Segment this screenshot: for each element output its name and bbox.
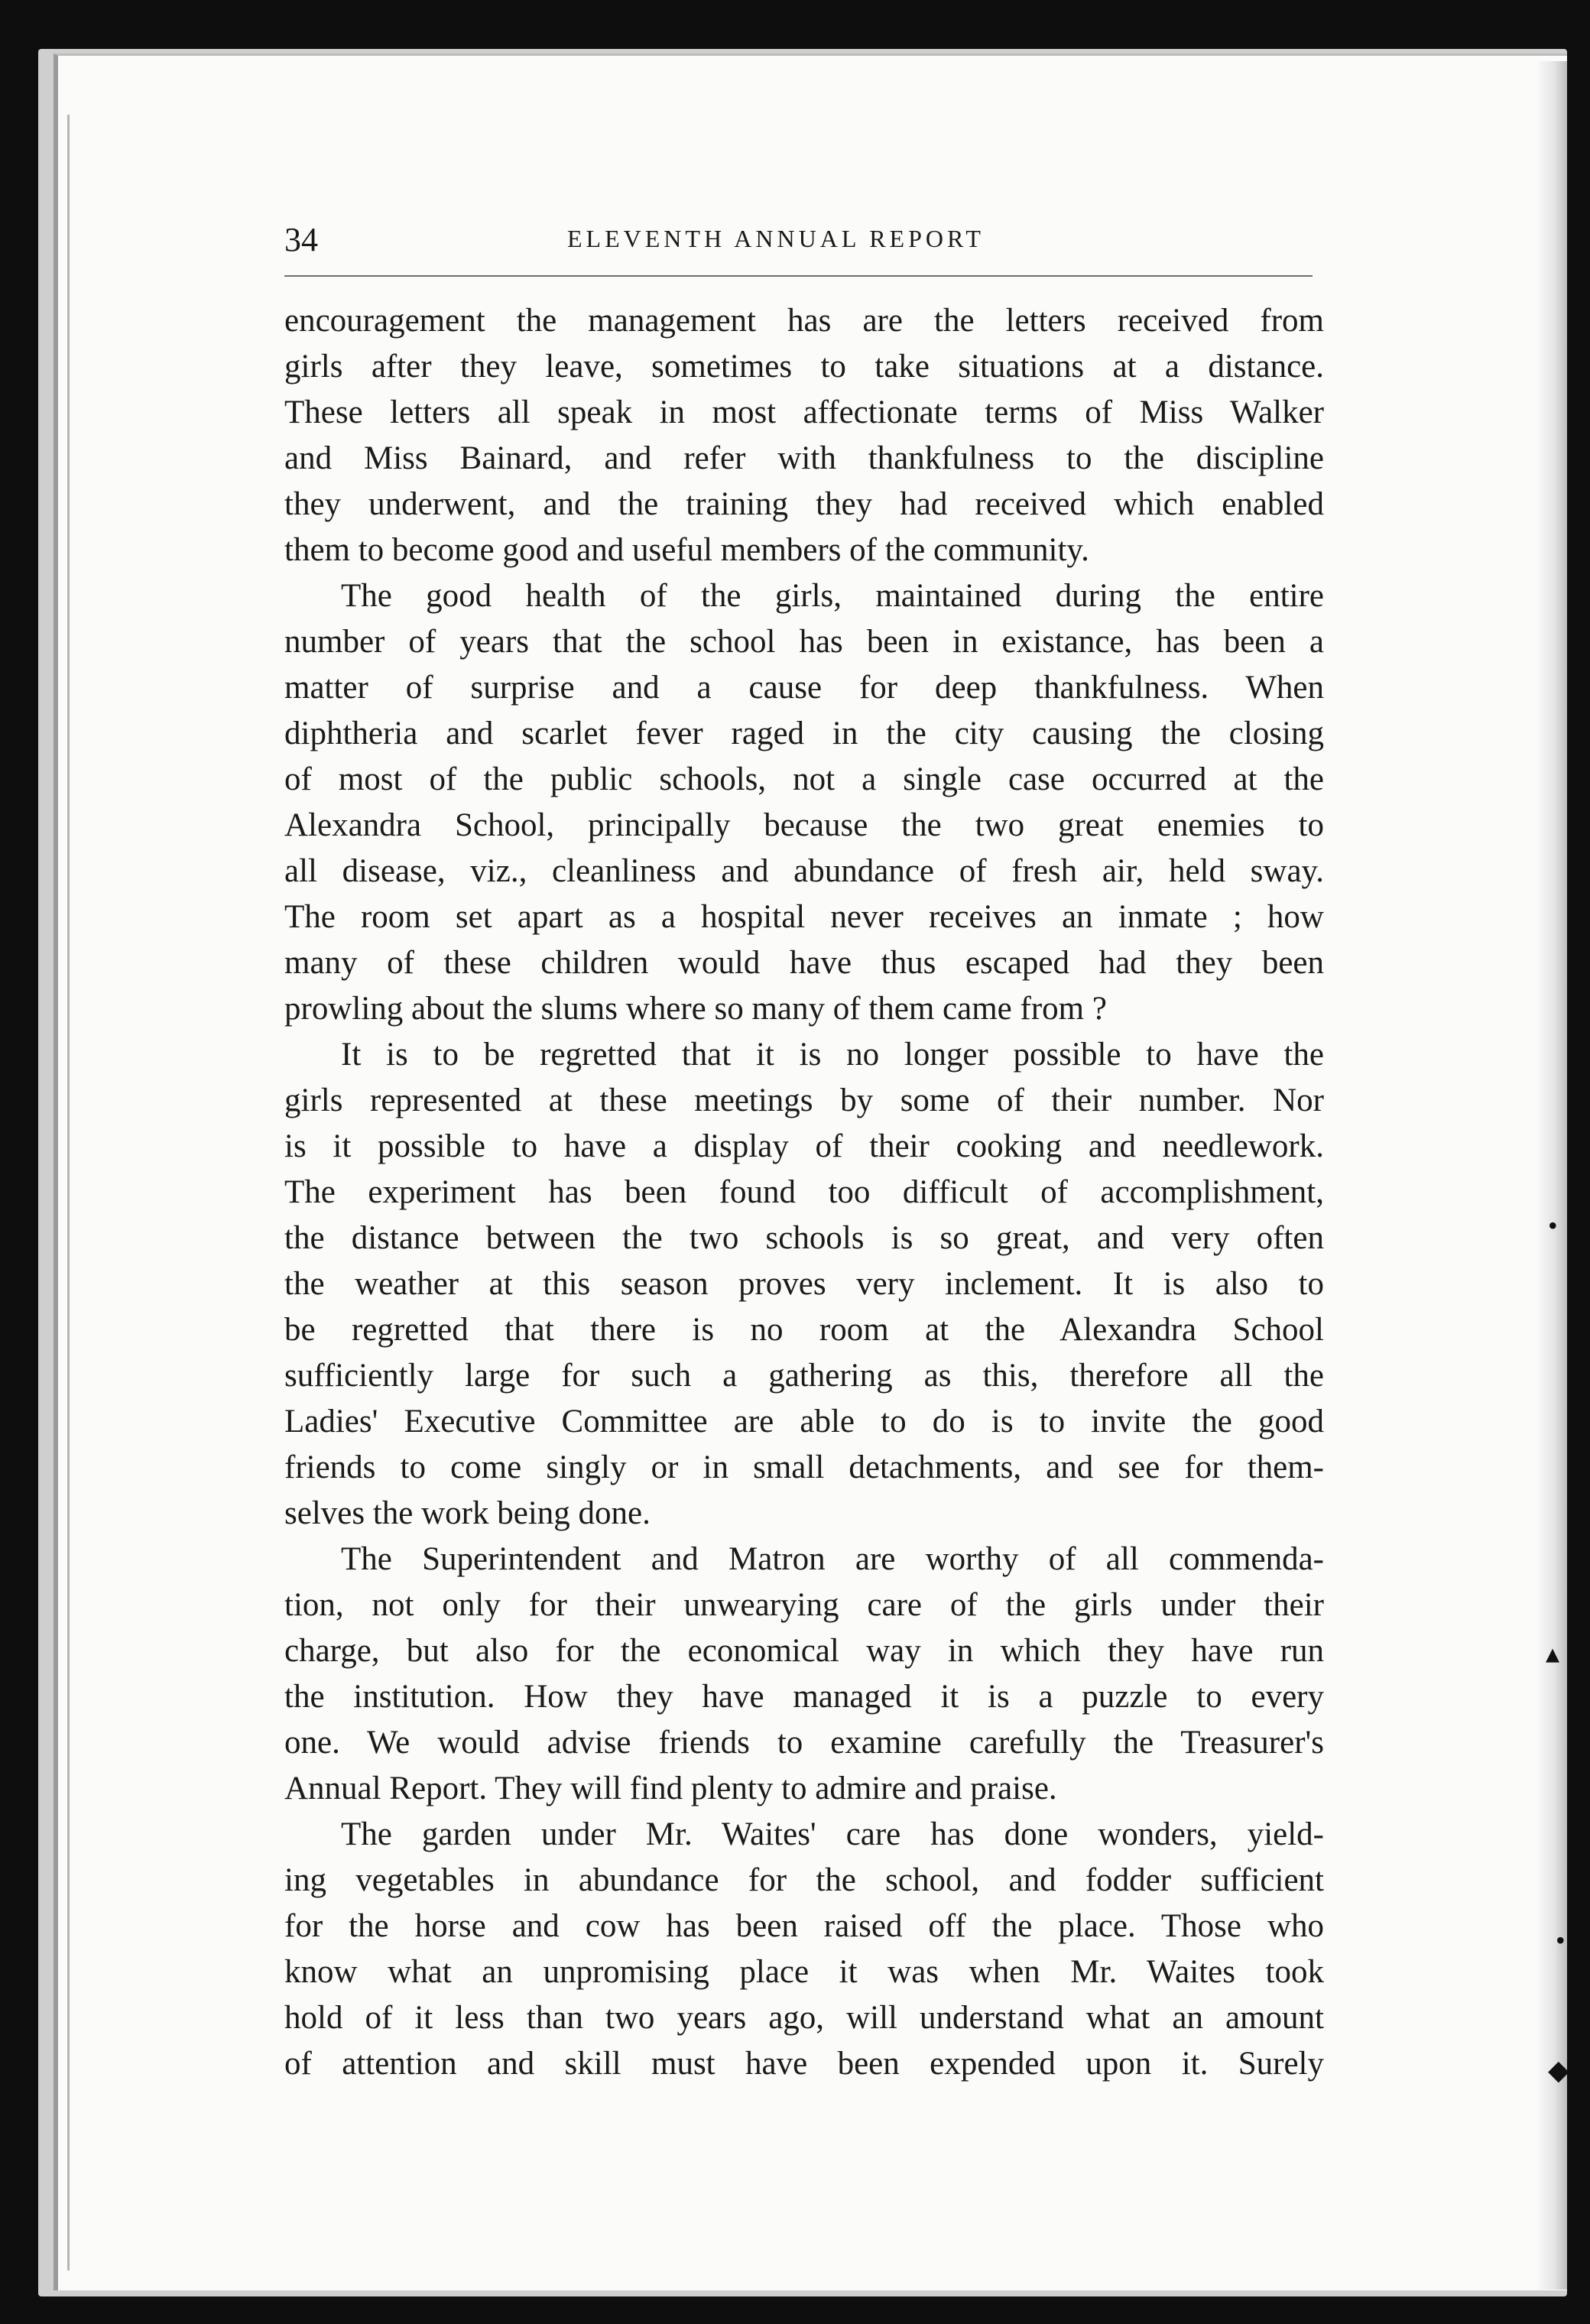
edge-speck: ◆ [1548,2055,1569,2085]
text-line: The good health of the girls, maintained during the entire [341,578,1324,614]
text-line: These letters all speak in most affectionate terms of Miss Walker [284,394,1324,430]
running-title: ELEVENTH ANNUAL REPORT [567,225,985,252]
text-line: them to become good and useful members of the community. [284,532,1089,568]
header-rule [284,275,1313,277]
text-line: Annual Report. They will find plenty to admire and praise. [284,1771,1057,1806]
text-line: number of years that the school has been in existance, has been a [284,624,1324,660]
text-line: the distance between the two schools is so great, and very often [284,1220,1324,1256]
text-line: is it possible to have a display of their cooking and needlework. [284,1128,1324,1164]
text-line: friends to come singly or in small detachments, and see for them- [284,1449,1324,1485]
text-line: many of these children would have thus escaped had they been [284,945,1324,981]
edge-speck: ▴ [1546,1638,1560,1669]
text-line: of attention and skill must have been expended upon it. Surely [284,2046,1324,2082]
page-number: 34 [284,221,318,258]
text-line: know what an unpromising place it was when Mr. Waites took [284,1954,1324,1990]
text-line: Alexandra School, principally because the two great enemies to [284,807,1324,843]
text-line: matter of surprise and a cause for deep thankfulness. When [284,670,1324,706]
text-line: The experiment has been found too difficult of accomplishment, [284,1174,1324,1210]
text-line: of most of the public schools, not a single case occurred at the [284,761,1324,797]
text-line: prowling about the slums where so many of them came from ? [284,991,1107,1027]
text-line: diphtheria and scarlet fever raged in the city causing the closing [284,716,1324,751]
text-line: and Miss Bainard, and refer with thankfulness to the discipline [284,440,1324,476]
edge-speck: • [1556,1925,1566,1956]
text-line: selves the work being done. [284,1495,651,1531]
text-line: girls after they leave, sometimes to take situations at a distance. [284,349,1324,385]
edge-speck: • [1548,1210,1558,1241]
text-line: they underwent, and the training they had received which enabled [284,486,1324,522]
text-line: the institution. How they have managed it is a puzzle to every [284,1679,1324,1715]
text-line: for the horse and cow has been raised off the place. Those who [284,1908,1324,1944]
text-line: ing vegetables in abundance for the school, and fodder sufficient [284,1862,1324,1898]
page-gutter [67,115,70,2270]
text-line: encouragement the management has are the letters received from [284,303,1324,339]
text-line: The room set apart as a hospital never receives an inmate ; how [284,899,1324,935]
text-line: The Superintendent and Matron are worthy of all commenda- [341,1541,1324,1577]
text-line: one. We would advise friends to examine carefully the Treasurer's [284,1725,1324,1761]
text-line: all disease, viz., cleanliness and abundance of fresh air, held sway. [284,853,1324,889]
text-line: charge, but also for the economical way in which they have run [284,1633,1324,1669]
text-line: Ladies' Executive Committee are able to do is to invite the good [284,1404,1324,1440]
text-line: hold of it less than two years ago, will understand what an amount [284,2000,1324,2036]
page-header [284,220,1316,266]
text-line: be regretted that there is no room at the Alexandra School [284,1312,1324,1348]
text-line: girls represented at these meetings by some of their number. Nor [284,1082,1324,1118]
text-line: tion, not only for their unwearying care of the girls under their [284,1587,1324,1623]
text-line: It is to be regretted that it is no longer possible to have the [341,1037,1324,1073]
page-body [284,298,1324,2087]
text-line: sufficiently large for such a gathering as this, therefore all the [284,1358,1324,1394]
text-line: the weather at this season proves very inclement. It is also to [284,1266,1324,1302]
text-line: The garden under Mr. Waites' care has done wonders, yield- [341,1816,1324,1852]
